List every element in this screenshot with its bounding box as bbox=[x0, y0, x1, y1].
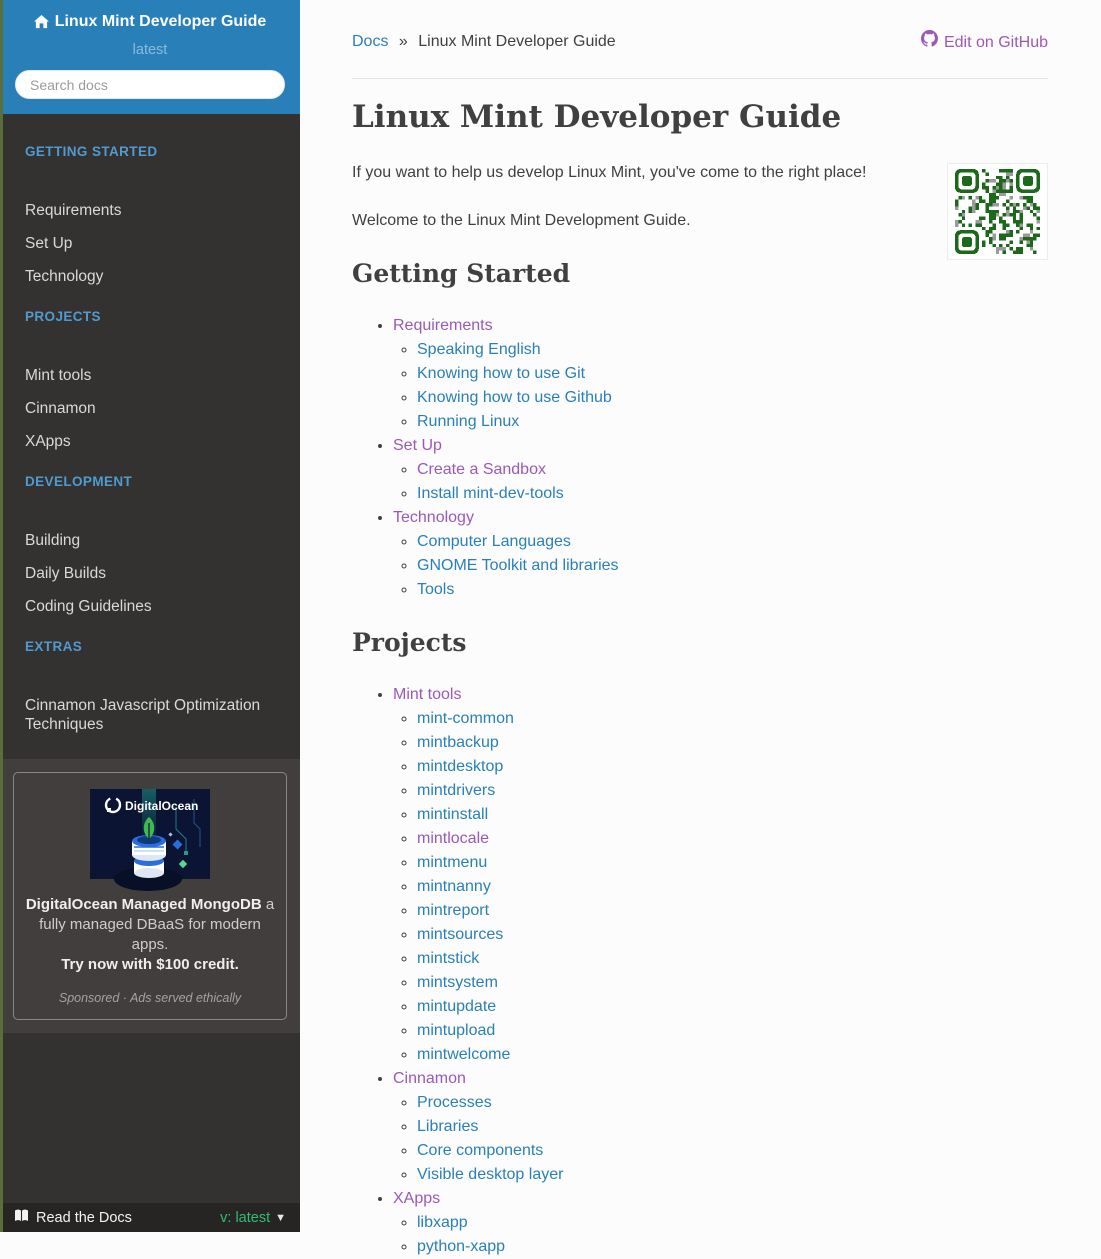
sidebar-item bbox=[0, 392, 300, 425]
version-switcher[interactable] bbox=[220, 1210, 286, 1226]
sidebar-nav bbox=[0, 114, 300, 741]
sidebar-footer bbox=[0, 1203, 300, 1232]
ad-box[interactable] bbox=[13, 772, 287, 1020]
sidebar-item bbox=[0, 557, 300, 590]
toc-sublink[interactable]: Core components bbox=[417, 1142, 544, 1159]
sidebar-item bbox=[0, 194, 300, 227]
sidebar-item-set-up[interactable]: Set Up bbox=[25, 235, 73, 252]
toc-subitem bbox=[417, 1139, 1048, 1163]
toc-item bbox=[393, 506, 1048, 602]
sidebar-item-coding-guidelines[interactable]: Coding Guidelines bbox=[25, 598, 152, 615]
sidebar-item-xapps[interactable]: XApps bbox=[25, 433, 71, 450]
sidebar-item bbox=[0, 590, 300, 623]
toc-subitem bbox=[417, 386, 1048, 410]
toc-link[interactable]: Cinnamon bbox=[393, 1070, 466, 1087]
toc-sublink[interactable]: mintlocale bbox=[417, 830, 490, 847]
toc-subitem bbox=[417, 338, 1048, 362]
capture-edge-strip bbox=[0, 0, 3, 1232]
breadcrumb-divider bbox=[352, 78, 1048, 79]
nav-section-caption: DEVELOPMENT bbox=[25, 474, 133, 489]
toc-subitem bbox=[417, 731, 1048, 755]
toc-subitem bbox=[417, 1043, 1048, 1067]
toc-sublink[interactable]: Install mint-dev-tools bbox=[417, 485, 564, 502]
toc-subitem bbox=[417, 578, 1048, 602]
toc-link[interactable]: Set Up bbox=[393, 437, 442, 454]
section-heading-projects: Projects bbox=[352, 628, 467, 657]
toc-subitem bbox=[417, 1091, 1048, 1115]
toc-sublink[interactable]: Knowing how to use Git bbox=[417, 365, 586, 382]
toc-sublink[interactable]: Running Linux bbox=[417, 413, 520, 430]
toc-sublink[interactable]: Create a Sandbox bbox=[417, 461, 546, 478]
qr-code-image bbox=[947, 163, 1048, 260]
toc-projects bbox=[393, 683, 1048, 1259]
ad-copy[interactable] bbox=[24, 895, 276, 975]
sidebar-item bbox=[0, 425, 300, 458]
toc-subitem bbox=[417, 1211, 1048, 1235]
toc-sublink[interactable]: Speaking English bbox=[417, 341, 541, 358]
toc-sublink[interactable]: mintmenu bbox=[417, 854, 488, 871]
toc-subitem bbox=[417, 458, 1048, 482]
github-icon bbox=[921, 30, 938, 55]
intro-paragraph-2: Welcome to the Linux Mint Development Guide. bbox=[352, 212, 691, 229]
toc-sublink[interactable]: mintreport bbox=[417, 902, 490, 919]
toc-subitem bbox=[417, 947, 1048, 971]
sidebar-item-building[interactable]: Building bbox=[25, 532, 81, 549]
toc-sublink[interactable]: mintinstall bbox=[417, 806, 489, 823]
breadcrumb-separator: » bbox=[398, 33, 408, 50]
ad-cta[interactable]: Try now with $100 credit. bbox=[61, 956, 239, 973]
toc-subitem bbox=[417, 1163, 1048, 1187]
ad-brand-text: DigitalOcean bbox=[125, 799, 199, 813]
toc-subitem bbox=[417, 875, 1048, 899]
toc-subitem bbox=[417, 1235, 1048, 1259]
toc-sublink[interactable]: Visible desktop layer bbox=[417, 1166, 564, 1183]
toc-link[interactable]: Requirements bbox=[393, 317, 493, 334]
toc-sublink[interactable]: Processes bbox=[417, 1094, 492, 1111]
toc-sublink[interactable]: mintdrivers bbox=[417, 782, 496, 799]
chevron-down-icon: ▼ bbox=[275, 1211, 286, 1224]
toc-subitem bbox=[417, 803, 1048, 827]
toc-link[interactable]: Mint tools bbox=[393, 686, 462, 703]
toc-sublink[interactable]: mintnanny bbox=[417, 878, 491, 895]
ad-disclosure: Sponsored · Ads served ethically bbox=[58, 991, 242, 1005]
breadcrumb-docs-link[interactable]: Docs bbox=[352, 33, 389, 50]
sidebar-item bbox=[0, 524, 300, 557]
toc-sublink[interactable]: mintstick bbox=[417, 950, 480, 967]
toc-sublink[interactable]: mintupload bbox=[417, 1022, 496, 1039]
ad-container bbox=[0, 759, 300, 1033]
sidebar-item bbox=[0, 359, 300, 392]
version-switcher-label: v: latest bbox=[220, 1209, 271, 1226]
nav-section-caption: EXTRAS bbox=[25, 639, 83, 654]
toc-subitem bbox=[417, 899, 1048, 923]
toc-getting-started bbox=[393, 314, 1048, 602]
nav-section-caption: PROJECTS bbox=[25, 309, 101, 324]
toc-link[interactable]: Technology bbox=[393, 509, 474, 526]
toc-subitem bbox=[417, 1115, 1048, 1139]
toc-item bbox=[393, 434, 1048, 506]
toc-item bbox=[393, 1067, 1048, 1187]
sidebar-item bbox=[0, 689, 300, 741]
sidebar-item bbox=[0, 260, 300, 293]
sidebar-item-requirements[interactable]: Requirements bbox=[25, 202, 122, 219]
toc-subitem bbox=[417, 1019, 1048, 1043]
page-title: Linux Mint Developer Guide bbox=[352, 99, 842, 135]
toc-subitem bbox=[417, 827, 1048, 851]
toc-item bbox=[393, 683, 1048, 1067]
toc-subitem bbox=[417, 554, 1048, 578]
section-heading-getting-started: Getting Started bbox=[352, 259, 571, 288]
toc-sublink[interactable]: mintwelcome bbox=[417, 1046, 511, 1063]
home-icon bbox=[34, 15, 49, 29]
toc-subitem bbox=[417, 995, 1048, 1019]
toc-sublink[interactable]: python-xapp bbox=[417, 1238, 506, 1255]
readthedocs-toggle[interactable] bbox=[14, 1209, 132, 1226]
toc-sublink[interactable]: mintsystem bbox=[417, 974, 498, 991]
toc-subitem bbox=[417, 530, 1048, 554]
toc-sublink[interactable]: mintsources bbox=[417, 926, 504, 943]
toc-subitem bbox=[417, 779, 1048, 803]
toc-subitem bbox=[417, 482, 1048, 506]
toc-sublink[interactable]: mintbackup bbox=[417, 734, 499, 751]
edit-on-github-label: Edit on GitHub bbox=[943, 33, 1048, 51]
toc-sublink[interactable]: libxapp bbox=[417, 1214, 468, 1231]
breadcrumb-current: Linux Mint Developer Guide bbox=[418, 33, 616, 50]
toc-sublink[interactable]: Computer Languages bbox=[417, 533, 571, 550]
toc-subitem bbox=[417, 362, 1048, 386]
book-icon bbox=[14, 1209, 29, 1226]
digitalocean-ad-image[interactable] bbox=[90, 789, 210, 879]
sidebar-version-label: latest bbox=[132, 42, 168, 58]
sidebar-item-technology[interactable]: Technology bbox=[25, 268, 104, 285]
toc-sublink[interactable]: Knowing how to use Github bbox=[417, 389, 612, 406]
sidebar bbox=[0, 0, 300, 1232]
sidebar-home-link[interactable] bbox=[34, 13, 267, 31]
toc-subitem bbox=[417, 971, 1048, 995]
toc-sublink[interactable]: mint-common bbox=[417, 710, 514, 727]
toc-sublink[interactable]: Libraries bbox=[417, 1118, 479, 1135]
ad-headline-bold: DigitalOcean Managed MongoDB bbox=[25, 896, 262, 913]
ad-headline-rest: a fully managed DBaaS for modern apps. bbox=[39, 896, 275, 953]
toc-subitem bbox=[417, 707, 1048, 731]
toc-subitem bbox=[417, 410, 1048, 434]
intro-paragraph-1: If you want to help us develop Linux Mint, you've come to the right place! bbox=[352, 164, 867, 181]
toc-item bbox=[393, 314, 1048, 434]
sidebar-project-title: Linux Mint Developer Guide bbox=[54, 13, 267, 30]
sidebar-item-daily-builds[interactable]: Daily Builds bbox=[25, 565, 106, 582]
toc-subitem bbox=[417, 851, 1048, 875]
main-content bbox=[300, 0, 1101, 1255]
toc-sublink[interactable]: GNOME Toolkit and libraries bbox=[417, 557, 619, 574]
search-input[interactable] bbox=[15, 70, 285, 99]
breadcrumb bbox=[352, 30, 1048, 54]
sidebar-item-cinnamon[interactable]: Cinnamon bbox=[25, 400, 96, 417]
sidebar-item bbox=[0, 227, 300, 260]
toc-subitem bbox=[417, 923, 1048, 947]
toc-sublink[interactable]: mintdesktop bbox=[417, 758, 504, 775]
toc-link[interactable]: XApps bbox=[393, 1190, 441, 1207]
sidebar-item-cinnamon-javascript-optimization-techniques[interactable]: Cinnamon Javascript Optimization Techniques bbox=[25, 697, 261, 733]
toc-item bbox=[393, 1187, 1048, 1259]
toc-subitem bbox=[417, 755, 1048, 779]
nav-section-caption: GETTING STARTED bbox=[25, 144, 158, 159]
toc-sublink[interactable]: Tools bbox=[417, 581, 455, 598]
edit-on-github-link[interactable] bbox=[921, 30, 1048, 55]
readthedocs-label: Read the Docs bbox=[36, 1209, 132, 1226]
sidebar-header bbox=[0, 0, 300, 114]
toc-sublink[interactable]: mintupdate bbox=[417, 998, 497, 1015]
sidebar-item-mint-tools[interactable]: Mint tools bbox=[25, 367, 92, 384]
